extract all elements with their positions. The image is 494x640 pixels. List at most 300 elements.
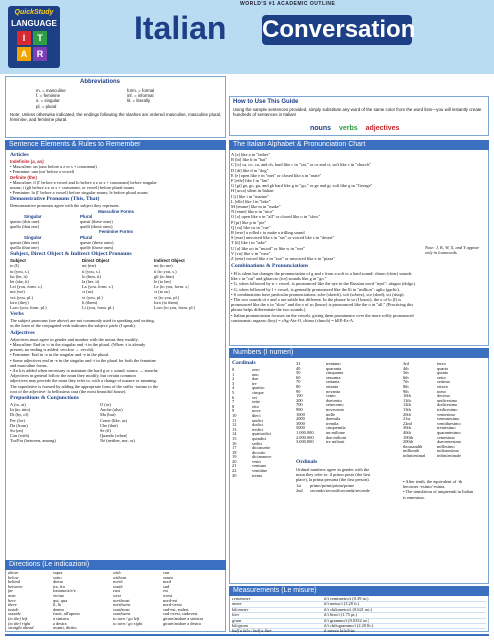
number-word: ventunesimo bbox=[437, 417, 460, 422]
number-value: 200th bbox=[403, 440, 414, 445]
number-word: nove bbox=[252, 409, 261, 414]
number-value: 22 bbox=[232, 469, 237, 474]
direction-italian bbox=[163, 626, 223, 631]
number-value: infinitesimal bbox=[403, 453, 426, 458]
adjectives-title: Adjectives bbox=[10, 329, 35, 336]
number-word: due bbox=[252, 377, 259, 382]
abbreviations-col-2 bbox=[127, 88, 207, 104]
direction-italian: a destra bbox=[53, 621, 67, 626]
adjectives-line: • Masculine: End in -o in the singular and -i in the plural. (When -i is already bbox=[10, 341, 146, 347]
direction-english: east bbox=[113, 589, 121, 594]
direction-english: north bbox=[113, 580, 123, 585]
pronoun-cell: ci (us) bbox=[82, 289, 94, 295]
combination-line: consonants: ragazzo (boy) = rAg-Atz-O, chiesa (church) = kEE-Ez-A. bbox=[231, 317, 355, 323]
adjectives-text bbox=[10, 337, 222, 394]
alphabet-row: O [o] open like o in "all" or closed like o in "slow" bbox=[231, 214, 321, 220]
number-word: cento bbox=[326, 394, 336, 399]
adjectives-line: and masculine forms. bbox=[10, 362, 48, 368]
ordinals-line: place), la prima persona (the first person). bbox=[296, 477, 370, 483]
demo-cell: questa (this one) bbox=[10, 239, 40, 245]
direction-english: with bbox=[113, 571, 121, 575]
pronoun-cell: lo (him, it) bbox=[82, 273, 101, 279]
prepositions-title: Prepositions & Conjunctions bbox=[10, 394, 79, 401]
plural-header: Plural bbox=[80, 234, 93, 240]
measurement-italian: il/i litro/i (1.75 pt.) bbox=[324, 613, 358, 618]
number-value: 10 bbox=[232, 413, 237, 418]
number-value: 20th bbox=[403, 412, 411, 417]
alphabet-band: The Italian Alphabet & Pronunciation Chart bbox=[229, 140, 489, 150]
pronoun-cell: Loro (to you, form. pl.) bbox=[154, 305, 196, 311]
number-value: 20 bbox=[232, 459, 237, 464]
number-word: terzo bbox=[437, 362, 446, 366]
alphabet-row: D [di] like d in "dog" bbox=[231, 167, 269, 173]
nouns-key: nouns bbox=[310, 125, 331, 132]
number-word: tredicesimo bbox=[437, 407, 458, 412]
directions-band: Directions (Le indicazioni) bbox=[5, 560, 226, 570]
pronoun-cell: loro (to them) bbox=[154, 299, 179, 305]
number-value: 40th bbox=[403, 430, 411, 435]
number-value: 6 bbox=[232, 395, 235, 400]
number-word: quarantesimo bbox=[437, 430, 461, 435]
alphabet-row: Q [cu] like cu in "cue" bbox=[231, 224, 271, 230]
logo-language-text: LANGUAGE bbox=[11, 19, 57, 28]
direction-italian: nord-ovest bbox=[163, 603, 182, 608]
number-value: 5 bbox=[232, 390, 235, 395]
pronoun-cell: ti (to you, s.) bbox=[154, 268, 177, 274]
alphabet-row: A [a] like a in "father" bbox=[231, 152, 271, 157]
pronoun-cell: lei (she, it) bbox=[10, 279, 29, 285]
direction-row bbox=[8, 626, 224, 631]
definite-line: nouns; i (gli before a z or s + consonant, or vowel) before plural nouns bbox=[10, 185, 135, 191]
measurement-english: gram bbox=[232, 618, 242, 623]
number-word: otto bbox=[252, 404, 259, 409]
sentence-elements-band: Sentence Elements & Rules to Remember bbox=[5, 140, 226, 150]
number-word: ventidue bbox=[252, 469, 268, 474]
pronoun-cell: io (I) bbox=[10, 263, 19, 269]
number-word: tre milioni bbox=[326, 440, 345, 445]
direction-italian: nord bbox=[163, 580, 172, 585]
logo-tile-t: T bbox=[33, 31, 47, 45]
adjectives-line: present, no ending is added: vecchio → vecchi). bbox=[10, 347, 95, 353]
direction-english: west bbox=[113, 593, 121, 598]
number-word: ventiduesimo bbox=[437, 421, 461, 426]
direction-italian: sud bbox=[163, 584, 170, 589]
indefinite-line: • Feminine: una (un' before a vowel) bbox=[10, 169, 75, 175]
number-value: 7th bbox=[403, 380, 409, 385]
alphabet-row: H [acca] silent in Italian bbox=[231, 188, 274, 194]
number-word: cinque bbox=[252, 390, 264, 395]
direction-english: below bbox=[8, 575, 19, 580]
prepositions-table bbox=[10, 402, 222, 444]
measurement-italian: il mezzo kilo/litro bbox=[324, 629, 356, 634]
direction-english: to turn / go right bbox=[113, 621, 143, 626]
how-to-use-title: How to Use This Guide bbox=[233, 99, 299, 105]
direction-italian: sud-est, sudest bbox=[163, 607, 189, 612]
number-word: milionesimo bbox=[437, 449, 459, 454]
number-value: 4th bbox=[403, 366, 409, 371]
adjectives-line: The superlative is formed by adding the appropriate form of the suffix -issimo to the bbox=[10, 383, 159, 389]
direction-italian: nord-est bbox=[163, 598, 178, 603]
pronoun-cell: voi (you, pl.) bbox=[10, 294, 33, 300]
number-value: 8th bbox=[403, 384, 409, 389]
number-word: decimo bbox=[437, 394, 450, 399]
number-value: 9 bbox=[232, 409, 235, 414]
number-value: 16 bbox=[232, 441, 237, 446]
measurement-italian: il/i grammo/i (0.0352 oz.) bbox=[324, 618, 370, 623]
pronoun-cell: Li (you, form. pl.) bbox=[82, 305, 114, 311]
verbs-key: verbs bbox=[338, 125, 358, 132]
direction-italian: tra, fra bbox=[53, 584, 65, 589]
number-value: 14 bbox=[232, 432, 237, 437]
measurement-english: kilometer bbox=[232, 607, 249, 612]
direction-italian: dentro bbox=[53, 607, 65, 612]
direction-italian: avanti, diritto bbox=[53, 626, 77, 631]
number-value: 2000 bbox=[296, 417, 305, 422]
number-value: 8 bbox=[232, 404, 235, 409]
conjunction-cell: Anche (also) bbox=[100, 407, 123, 413]
number-word: millesimo bbox=[437, 444, 455, 449]
singular-header: Singular bbox=[24, 234, 42, 240]
number-word: venti bbox=[252, 459, 261, 464]
adjectives-line: • Some adjectives end in -e in the singular and -i in the plural for both the feminine bbox=[10, 357, 156, 363]
number-value: 6th bbox=[403, 375, 409, 380]
number-word: sette bbox=[252, 400, 261, 405]
number-word: duemila bbox=[326, 417, 341, 422]
combinations-text bbox=[231, 271, 486, 323]
number-word: quinto bbox=[437, 371, 449, 376]
number-word: quaranta bbox=[326, 366, 342, 371]
alphabet-row: M [emme] like m in "make" bbox=[231, 204, 281, 210]
adjectives-line: root of the adjective: la bellissima casa (the most beautiful house). bbox=[10, 388, 127, 394]
number-value: 13th bbox=[403, 407, 411, 412]
number-word: cinquemila bbox=[326, 426, 346, 431]
pronoun-header: Subject bbox=[10, 258, 26, 264]
after-line: • The translation of umpteenth in Italian bbox=[403, 489, 474, 495]
abbr-item: f. = feminine bbox=[36, 93, 61, 99]
direction-italian: lì, là bbox=[53, 603, 61, 608]
alphabet-row: N [enne] like n in "nice" bbox=[231, 209, 274, 215]
number-value: 100 bbox=[296, 394, 303, 399]
number-value: 12 bbox=[232, 423, 237, 428]
number-word: dieci bbox=[252, 413, 261, 418]
demo-row bbox=[10, 245, 222, 250]
number-value: 90 bbox=[296, 389, 301, 394]
verbs-line: as the form of the conjugated verb indicates the subject: parlo (I speak). bbox=[10, 323, 136, 329]
number-word: quattordici bbox=[252, 432, 272, 437]
adjectives-line: adjectives may precede the noun they refer to, with a change of nuance or meaning. bbox=[10, 378, 157, 384]
number-word: diciotto bbox=[252, 450, 266, 455]
ordinal-num: 1st bbox=[296, 482, 302, 488]
combination-line: • H is silent but changes the pronunciation of g and c from a soft to a hard sound: chiaro (clear) sounds bbox=[231, 271, 412, 276]
direction-italian: lontano/a/e/e bbox=[53, 589, 76, 594]
measurements-table bbox=[232, 597, 486, 635]
demo-cell: questo (this one) bbox=[10, 219, 40, 225]
number-row bbox=[296, 440, 371, 445]
number-word: dodicesimo bbox=[437, 403, 458, 408]
direction-italian: sotto bbox=[53, 575, 62, 580]
number-word: un milione bbox=[326, 430, 345, 435]
adjectives-line: • Feminine: End in -a in the singular and -e in the plural. bbox=[10, 352, 110, 358]
number-word: uno bbox=[252, 372, 259, 377]
number-word: novanta bbox=[326, 389, 340, 394]
ordinals-line: noun they refer to: il primo posto (the first bbox=[296, 472, 371, 478]
pronoun-cell: lui (he, it) bbox=[10, 273, 28, 279]
direction-english: outside bbox=[8, 612, 21, 617]
number-value: 2 bbox=[232, 377, 235, 382]
pronoun-cell: loro (they) bbox=[10, 299, 29, 305]
number-value: 80 bbox=[296, 384, 301, 389]
singular-header: Singular bbox=[24, 213, 42, 219]
abbreviations-col-1 bbox=[36, 88, 116, 109]
number-value: millionth bbox=[403, 449, 420, 454]
pronoun-cell: ci (to us) bbox=[154, 289, 170, 295]
pronoun-cell: vi (to you, pl.) bbox=[154, 294, 180, 300]
pronoun-cell: La (you, form. s.) bbox=[82, 284, 113, 290]
measurement-english: half a kilo / half a liter bbox=[232, 629, 272, 634]
preposition-row bbox=[10, 438, 222, 443]
after-line: is ennesimo. bbox=[403, 494, 425, 500]
pronoun-cell: Lei (you, form. s.) bbox=[10, 284, 43, 290]
pronoun-cell: mi (to me) bbox=[154, 263, 173, 269]
quickstudy-logo bbox=[8, 6, 60, 68]
alphabet-row: T [ti] like t in "take" bbox=[231, 240, 267, 246]
number-word: ventuno bbox=[252, 464, 267, 469]
plural-header: Plural bbox=[80, 213, 93, 219]
conjunction-cell: Né (neither, nor, or) bbox=[100, 438, 135, 444]
number-word: zero bbox=[252, 368, 260, 372]
alphabet-row: L [elle] like l in "lake" bbox=[231, 198, 271, 204]
direction-english: there bbox=[8, 603, 17, 608]
number-value: 900 bbox=[296, 407, 303, 412]
preposition-cell: A (to, at) bbox=[10, 401, 26, 407]
number-value: 21 bbox=[232, 464, 237, 469]
pronoun-cell: ti (you, s.) bbox=[82, 268, 101, 274]
number-word: quindici bbox=[252, 436, 267, 441]
number-value: 1.000.000 bbox=[296, 430, 314, 435]
abbr-item: lit. = literally bbox=[127, 98, 151, 104]
header-strip bbox=[0, 0, 494, 74]
number-row bbox=[403, 454, 487, 459]
alphabet-row: Z [zeta] voiced like z in "zoo" or unvoiced like z in "pizza" bbox=[231, 256, 335, 262]
number-word: settanta bbox=[326, 380, 340, 385]
direction-english: (to the) left bbox=[8, 616, 28, 621]
combinations-title: Combinations & Pronunciations bbox=[231, 263, 309, 269]
number-value: 3.000.000 bbox=[296, 440, 314, 445]
sentence-elements-content bbox=[10, 152, 222, 444]
conjunction-cell: Quando (when) bbox=[100, 433, 128, 439]
measurement-english: centimeter bbox=[232, 597, 251, 601]
number-word: cinquanta bbox=[326, 371, 344, 376]
direction-english: straight ahead bbox=[8, 626, 34, 631]
number-value: 7 bbox=[232, 400, 235, 405]
number-value: 11th bbox=[403, 398, 411, 403]
measurement-english: meter bbox=[232, 602, 242, 607]
definite-line: • Masculine: il (l' before a vowel and lo before a z or s + consonant) before singular bbox=[10, 179, 157, 185]
direction-english: near bbox=[8, 593, 17, 598]
how-to-use-text: Using the sample sentences provided, simply substitute any word of the same color from the word lists—you will instantly create hundreds of sentences in Italian! bbox=[233, 107, 482, 118]
direction-italian: con bbox=[163, 571, 170, 575]
logo-quickstudy-text: QuickStudy bbox=[14, 9, 54, 16]
direction-italian: girare/andare a sinistra bbox=[163, 616, 203, 621]
abbreviations-box bbox=[5, 76, 226, 138]
combination-line: • S combinations have particular pronunciations: sche (sketch), scli (scherz), sce (shed), sci (shop). bbox=[231, 291, 405, 297]
masculine-forms-title: Masculine Forms bbox=[98, 208, 134, 214]
number-word: tredici bbox=[252, 427, 264, 432]
demonstrative-intro: Demonstrative pronouns agree with the subject they represent. bbox=[10, 203, 120, 209]
number-value: 100th bbox=[403, 435, 414, 440]
combination-line: • G, when followed by l + vowel, is generally pronounced like the lli in "million": aglio (garlic). bbox=[231, 286, 400, 292]
number-word: diciassette bbox=[252, 446, 271, 451]
ordinals-column bbox=[403, 362, 487, 458]
how-to-use-box bbox=[229, 96, 489, 136]
demo-cell: queste (these ones) bbox=[80, 239, 114, 245]
alphabet-row: B [bi] like b in "bat" bbox=[231, 157, 267, 163]
direction-english: south bbox=[113, 584, 123, 589]
number-word: duecento bbox=[326, 398, 342, 403]
number-word: sessanta bbox=[326, 375, 341, 380]
indefinite-title: Indefinite (a, an) bbox=[10, 159, 44, 164]
number-value: 3 bbox=[232, 381, 235, 386]
number-value: 70 bbox=[296, 380, 301, 385]
conjunction-cell: Come (like, as) bbox=[100, 417, 127, 423]
alphabet-row: I [i] like i in "marine" bbox=[231, 193, 270, 199]
number-value: 40 bbox=[296, 366, 301, 371]
adjectives-key: adjectives bbox=[365, 125, 400, 132]
alphabet-row: F [effe] like f in "fan" bbox=[231, 178, 270, 184]
bottom-rule bbox=[5, 634, 489, 636]
cardinals-column-2 bbox=[296, 362, 371, 445]
direction-italian: sud-ovest, sudovest bbox=[163, 612, 198, 617]
adjectives-line: Adjectives in general follow the noun they modify, but certain common bbox=[10, 373, 136, 379]
number-value: 15 bbox=[232, 436, 237, 441]
alphabet-row: C [ci] ca, co, cu, and ch, hard like c in "cat," or ce and ci, soft like c in "church" bbox=[231, 162, 371, 168]
pronoun-cell: vi (you, pl.) bbox=[82, 294, 103, 300]
pronoun-cell: la (her, it) bbox=[82, 279, 100, 285]
articles-title: Articles bbox=[10, 152, 29, 158]
number-word: ventesimo bbox=[437, 412, 456, 417]
measurement-italian: il/i metro/i (3.28 ft.) bbox=[324, 602, 360, 607]
pronoun-cell: noi (we) bbox=[10, 289, 25, 295]
number-word: sedici bbox=[252, 441, 263, 446]
number-word: quarto bbox=[437, 366, 449, 371]
number-value: 18 bbox=[232, 450, 237, 455]
demo-cell: quelli (those ones) bbox=[80, 224, 113, 230]
number-row bbox=[232, 474, 294, 479]
adjectives-line: • An h is added when necessary to maintain the hard g or c sound: stanco → stanche. bbox=[10, 367, 159, 373]
number-word: novecento bbox=[326, 407, 345, 412]
feminine-forms-title: Feminine Forms bbox=[99, 229, 133, 235]
pronoun-table bbox=[10, 263, 222, 310]
direction-english: northeast bbox=[113, 598, 130, 603]
demonstrative-title: Demonstrative Pronouns (This, That) bbox=[10, 196, 100, 203]
logo-tile-a: A bbox=[17, 47, 31, 61]
measurement-italian: il/i chilometro/i (0.621 mi.) bbox=[324, 607, 373, 612]
combination-line: • The two sounds of e and o are subtle but different. In the phrase lo so (I know), the o of lo (I) is bbox=[231, 297, 402, 303]
directions-table bbox=[8, 571, 224, 631]
number-value: 200 bbox=[296, 398, 303, 403]
direction-english: here bbox=[8, 598, 16, 603]
number-word: quattro bbox=[252, 386, 265, 391]
number-value: 12th bbox=[403, 403, 411, 408]
number-word: tremila bbox=[326, 421, 339, 426]
number-word: trentesimo bbox=[437, 426, 456, 431]
direction-english: far bbox=[8, 589, 14, 594]
number-value: 1000 bbox=[296, 412, 305, 417]
number-value: 60 bbox=[296, 375, 301, 380]
abbreviations-title: Abbreviations bbox=[80, 79, 121, 85]
number-word: dodici bbox=[252, 423, 263, 428]
direction-italian: vicino bbox=[53, 593, 64, 598]
pronoun-header: Indirect Object bbox=[154, 258, 185, 264]
after-line: • After tenth, the equivalent of -th bbox=[403, 479, 463, 484]
pronoun-cell: gli (to him) bbox=[154, 273, 175, 279]
number-word: sesto bbox=[437, 375, 446, 380]
number-word: trentuno bbox=[326, 362, 341, 366]
definite-line: • Feminine: la (l' before a vowel) before singular nouns; le before plural nouns bbox=[10, 190, 148, 196]
logo-tile-r: R bbox=[33, 47, 47, 61]
abbr-item: pl. = plural bbox=[36, 103, 57, 109]
preposition-cell: Su (on) bbox=[10, 427, 24, 433]
number-value: 11 bbox=[232, 418, 237, 423]
preposition-cell: Di (by, of) bbox=[10, 412, 29, 418]
verbs-line: The subject pronouns (see above) are not commonly used in speaking and writing, bbox=[10, 318, 155, 324]
measurements-band: Measurements (Le misure) bbox=[229, 586, 489, 596]
direction-english: southeast bbox=[113, 607, 130, 612]
number-word: nono bbox=[437, 389, 446, 394]
demo-cell: quella (that one) bbox=[10, 245, 39, 251]
number-word: undicesimo bbox=[437, 398, 458, 403]
measurement-english: liter bbox=[232, 613, 240, 618]
number-word: due milioni bbox=[326, 435, 347, 440]
ordinal-num: 2nd bbox=[296, 487, 303, 493]
number-value: 30 bbox=[232, 473, 237, 478]
combination-line: pronounced like the o in "slow" and the o of so (know) is pronounced like the o in "all." (Practicing this bbox=[231, 302, 414, 308]
pronoun-cell: le (to her) bbox=[154, 279, 172, 285]
number-word: settimo bbox=[437, 380, 450, 385]
direction-italian: est bbox=[163, 589, 168, 594]
direction-english: to turn / go left bbox=[113, 616, 140, 621]
direction-english: (to the) right bbox=[8, 621, 31, 626]
direction-english: between bbox=[8, 584, 23, 589]
direction-english bbox=[113, 626, 163, 631]
direction-italian: ovest bbox=[163, 593, 173, 598]
direction-english: behind bbox=[8, 580, 20, 585]
number-word: duecentesimo bbox=[437, 440, 462, 445]
alphabet-row: U [u] like oo in "mood" or like w in "wet" bbox=[231, 245, 305, 251]
alphabet-row: R [erre] a rolled r to make a trilling sound bbox=[231, 230, 305, 236]
number-word: ottavo bbox=[437, 384, 448, 389]
number-value: 5000 bbox=[296, 426, 305, 431]
number-value: 10th bbox=[403, 394, 411, 399]
number-word: undici bbox=[252, 418, 263, 423]
number-value: 13 bbox=[232, 427, 237, 432]
logo-tile-i: I bbox=[17, 31, 31, 45]
ordinal-row bbox=[296, 488, 402, 493]
demo-cell: quello (that one) bbox=[10, 224, 40, 230]
direction-english: northwest bbox=[113, 603, 131, 608]
number-value: 17 bbox=[232, 446, 237, 451]
conjunction-cell: Ma (but) bbox=[100, 412, 116, 418]
number-value: 30th bbox=[403, 426, 411, 431]
ordinals-line: Ordinal numbers agree in gender with the bbox=[296, 467, 370, 472]
conjunction-cell: O (or) bbox=[100, 401, 111, 407]
preposition-cell: Da (from) bbox=[10, 422, 28, 428]
number-value: 700 bbox=[296, 403, 303, 408]
alphabet-row: E [e] open like e in "met" or closed like a in "mate" bbox=[231, 172, 322, 178]
ordinals-text bbox=[296, 467, 402, 493]
number-value: 31 bbox=[296, 362, 301, 366]
number-word: trenta bbox=[252, 473, 262, 478]
